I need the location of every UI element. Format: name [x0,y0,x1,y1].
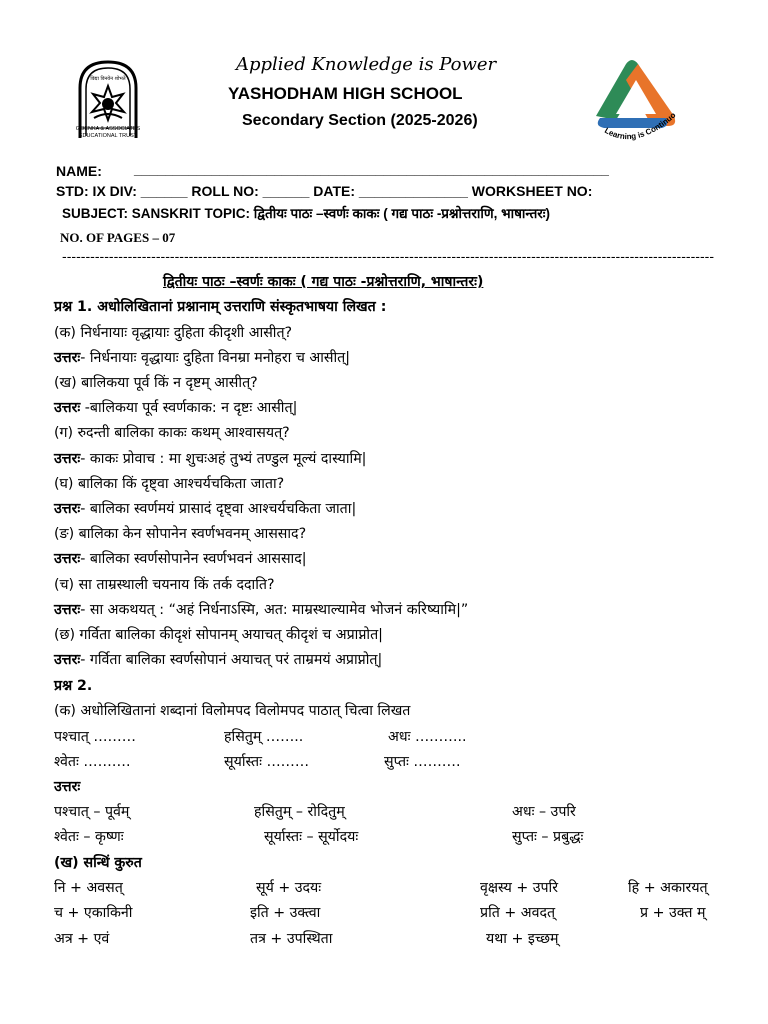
q1-answer-nga: उत्तरः- बालिका स्वर्णसोपानेन स्वर्णभवनं आससाद| [54,551,307,567]
school-emblem-logo [76,58,140,144]
sandhi-item: इति + उक्त्वा [250,905,321,921]
blank-item: हसितुम् …….. [224,729,304,745]
q1-question-nga: (ङ) बालिका केन सोपानेन स्वर्णभवनम् आससाद? [54,526,307,542]
sandhi-item: सूर्य + उदयः [256,880,322,896]
logo-tagline: Learning is Continuo [603,110,678,142]
q1-question-ga: (ग) रुदन्ती बालिका काकः कथम् आश्वासयत्? [54,425,290,441]
name-blank[interactable]: _____________________________________________________________ [134,161,609,177]
q1-question-ka: (क) निर्धनायाः वृद्धायाः दुहिता कीदृशी आसीत्? [54,325,293,341]
antonym-answer: सुप्तः – प्रबुद्धः [512,829,584,845]
sandhi-item: हि + अकारयत् [628,880,708,896]
emblem-trust-subtitle: EDUCATIONAL TRUST [78,133,138,139]
q1-question-chha: (छ) गर्विता बालिका कीदृशं सोपानम् अयाचत् कीदृशं च अप्राप्नोत| [54,627,383,643]
q1-heading: प्रश्न 1. अधोलिखितानां प्रश्नानाम् उत्तराणि संस्कृतभाषया लिखत : [54,299,387,315]
q2-heading: प्रश्न 2. [54,678,93,694]
blank-item: अधः ……….. [388,729,467,745]
sandhi-item: वृक्षस्य + उपरि [480,880,559,896]
school-name: YASHODHAM HIGH SCHOOL [228,84,463,103]
q1-answer-ga: उत्तरः- काकः प्रोवाच : मा शुचःअहं तुभ्यं तण्डुल मूल्यं दास्यामि| [54,451,367,467]
antonym-answer: हसितुम् – रोदितुम् [254,804,345,820]
blank-item: सूर्यास्तः ……… [224,754,310,770]
q1-answer-cha: उत्तरः- सा अकथयत् : “अहं निर्धनाऽस्मि, अत: माम्रस्थाल्यामेव भोजनं करिष्यामि|” [54,602,469,618]
sandhi-item: प्रति + अवदत् [480,905,556,921]
q1-question-gha: (घ) बालिका किं दृष्ट्वा आश्चर्यचकिता जाता? [54,476,285,492]
sandhi-item: तत्र + उपस्थिता [250,931,333,947]
q1-answer-ka: उत्तरः- निर्धनायाः वृद्धायाः दुहिता विनम्रा मनोहरा च आसीत्| [54,350,350,366]
sandhi-item: यथा + इच्छम् [486,931,559,947]
emblem-trust-name: GOENKA & ASSOCIATES [75,126,141,132]
separator-line: ------------------------------------------------------------------------------------------------------------------------------------------- [62,250,715,265]
sandhi-item: च + एकाकिनी [54,905,133,921]
answer-label: उत्तरः [54,652,81,668]
sandhi-item: प्र + उक्त म् [640,905,706,921]
antonym-answer: अधः – उपरि [512,804,576,820]
q1-answer-gha: उत्तरः- बालिका स्वर्णमयं प्रासादं दृष्ट्वा आश्चर्यचकिता जाता| [54,501,357,517]
antonym-answer: सूर्यास्तः – सूर्योदयः [264,829,359,845]
answer-label: उत्तरः [54,451,81,467]
name-label: NAME: [56,163,102,179]
std-line: STD: IX DIV: ______ ROLL NO: ______ DATE: ______________ WORKSHEET NO: [56,183,593,199]
answer-label: उत्तरः [54,602,81,618]
answer-label: उत्तरः [54,400,81,416]
q1-answer-kha: उत्तरः -बालिकया पूर्व स्वर्णकाक: न दृष्टः आसीत्| [54,400,298,416]
q2-sub-a: (क) अधोलिखितानां शब्दानां विलोमपद विलोमपद पाठात् चित्वा लिखत [54,703,411,719]
school-motto: Applied Knowledge is Power [236,54,497,75]
q2-answer-label: उत्तरः [54,779,81,795]
section-title: Secondary Section (2025-2026) [242,112,478,129]
blank-item: श्वेतः ………. [54,754,131,770]
q1-question-cha: (च) सा ताम्रस्थाली चयनाय किं तर्क ददाति? [54,577,275,593]
antonym-answer: श्वेतः – कृष्णः [54,829,124,845]
answer-label: उत्तरः [54,551,81,567]
answer-label: उत्तरः [54,501,81,517]
sandhi-item: अत्र + एवं [54,931,110,947]
emblem-motto: विद्या विनयेन शोभते [90,76,126,82]
answer-label: उत्तरः [54,350,81,366]
q2-sub-b: (ख) सन्धिं कुरुत [54,855,142,871]
q1-answer-chha: उत्तरः- गर्विता बालिका स्वर्णसोपानं अयाचत् परं ताम्रमयं अप्राप्नोत्| [54,652,383,668]
subject-line: SUBJECT: SANSKRIT TOPIC: द्वितीयः पाठः –स्वर्णः काकः ( गद्य पाठः -प्रश्नोत्तराणि, भाषान्तरः) [62,206,551,221]
learning-triangle-logo [586,56,686,148]
blank-item: पश्चात् ……… [54,729,136,745]
pages-line: NO. OF PAGES – 07 [60,230,176,245]
antonym-answer: पश्चात् – पूर्वम् [54,804,130,820]
worksheet-title: द्वितीयः पाठः –स्वर्णः काकः ( गद्य पाठः -प्रश्नोत्तराणि, भाषान्तरः) [163,274,484,290]
q1-question-kha: (ख) बालिकया पूर्व किं न दृष्टम् आसीत्? [54,375,258,391]
sandhi-item: नि + अवसत् [54,880,123,896]
blank-item: सुप्तः ………. [384,754,461,770]
